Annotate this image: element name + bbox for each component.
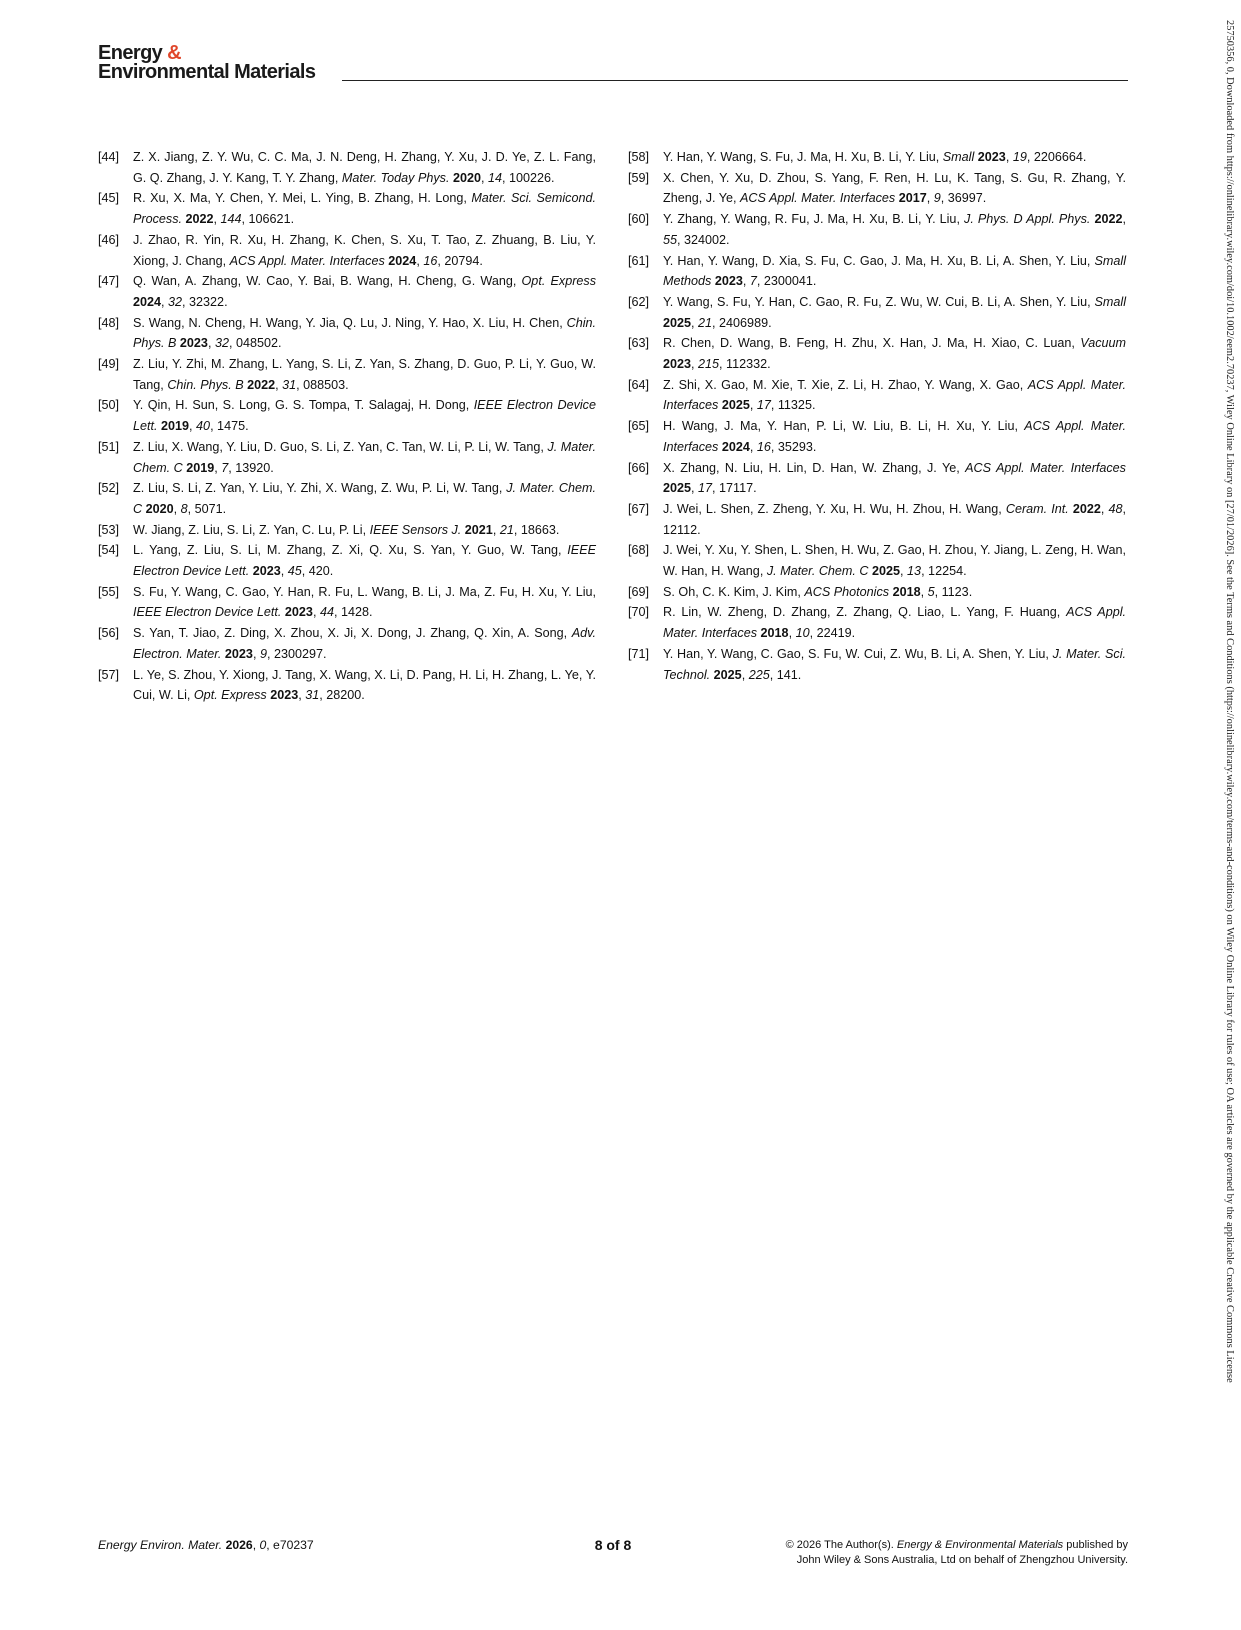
text-segment: , 12254. (921, 564, 967, 579)
journal-logo-line2: Environmental Materials (98, 61, 316, 83)
journal-header (98, 44, 1128, 84)
italic-segment: ACS Appl. Mater. Interfaces (663, 419, 1126, 454)
text-segment: , (749, 398, 757, 413)
italic-segment: Vacuum (1080, 336, 1126, 351)
download-notice: 25750356, 0, Downloaded from https://onlinelibrary.wiley.com/doi/10.1002/eem2.70237, Wiley Online Library on [27/01/2026]. See the Terms and Conditions (https://onlinelibrary.wiley.com/terms-and-conditions) on Wiley Online Library for rules of use; OA articles are governed by the applicable Creative Commons License (1224, 20, 1235, 1383)
italic-segment: Chin. Phys. B (133, 315, 596, 351)
reference-entry (628, 251, 1126, 292)
bold-segment: 2023 (714, 274, 743, 289)
text-segment: L. Yang, Z. Liu, S. Li, M. Zhang, Z. Xi, Q. Xu, S. Yan, Y. Guo, W. Tang, (133, 543, 568, 558)
italic-segment: J. Mater. Sci. Technol. (663, 646, 1126, 682)
bold-segment: 2019 (186, 460, 215, 475)
italic-segment: 9 (933, 191, 941, 206)
italic-segment: J. Phys. D Appl. Phys. (964, 212, 1091, 227)
text-segment: , 12112. (663, 501, 1126, 537)
bold-segment: 2024 (133, 294, 162, 309)
reference-number: [65] (628, 419, 650, 434)
italic-segment: 17 (698, 481, 713, 496)
text-segment: , (1122, 212, 1127, 227)
text-segment: , (926, 191, 934, 206)
text-segment: Z. Liu, S. Li, Z. Yan, Y. Liu, Y. Zhi, X. Wang, Z. Wu, P. Li, W. Tang, (133, 481, 507, 496)
italic-segment: Opt. Express (193, 688, 267, 703)
text-segment: , (741, 667, 749, 682)
reference-number: [54] (98, 543, 120, 558)
text-segment: , (173, 501, 181, 516)
text-segment: S. Fu, Y. Wang, C. Gao, Y. Han, R. Fu, L. Wang, B. Li, J. Ma, Z. Fu, H. Xu, Y. Liu, (133, 584, 596, 599)
italic-segment: 225 (748, 667, 770, 682)
bold-segment: 2026 (225, 1538, 253, 1552)
italic-segment: 16 (756, 439, 771, 454)
text-segment: Q. Wan, A. Zhang, W. Cao, Y. Bai, B. Wang, H. Cheng, G. Wang, (133, 274, 522, 289)
italic-segment: Small (942, 150, 975, 164)
reference-entry (98, 188, 596, 229)
reference-entry (98, 313, 596, 354)
page-number: 8 of 8 (594, 1537, 632, 1553)
text-segment: , 324002. (677, 232, 730, 247)
text-segment: S. Oh, C. K. Kim, J. Kim, (663, 584, 805, 599)
italic-segment: 14 (487, 170, 502, 185)
bold-segment: 2023 (224, 646, 253, 661)
italic-segment: 55 (663, 232, 678, 247)
footer-copyright (786, 1538, 1128, 1568)
bold-segment: 2020 (145, 501, 174, 516)
bold-segment: 2023 (663, 357, 692, 372)
references-right-column (628, 147, 1126, 685)
text-segment: , 088503. (296, 377, 349, 392)
text-segment: , (213, 212, 221, 227)
italic-segment: 19 (1012, 150, 1027, 164)
italic-segment: Ceram. Int. (1005, 501, 1069, 516)
reference-number: [63] (628, 336, 650, 351)
italic-segment: 8 (180, 501, 188, 516)
text-segment: R. Chen, D. Wang, B. Feng, H. Zhu, X. Han, J. Ma, H. Xiao, C. Luan, (663, 336, 1081, 351)
text-segment: , 35293. (770, 439, 817, 454)
italic-segment: Energy Environ. Mater. (98, 1538, 223, 1552)
bold-segment: 2025 (663, 315, 692, 330)
reference-entry (98, 395, 596, 436)
reference-entry (98, 623, 596, 664)
reference-entry (628, 168, 1126, 209)
text-segment: , (480, 170, 488, 185)
text-segment: , (1005, 150, 1013, 164)
download-sidebar (1222, 20, 1238, 1610)
text-segment: , (788, 626, 796, 641)
text-segment: , e70237 (266, 1538, 314, 1552)
text-segment: , 32322. (182, 294, 228, 309)
reference-number: [55] (98, 584, 120, 599)
text-segment: L. Ye, S. Zhou, Y. Xiong, J. Tang, X. Wang, X. Li, D. Pang, H. Li, H. Zhang, L. Ye, Y. Cui, W. Li, (133, 667, 596, 703)
bold-segment: 2022 (185, 212, 214, 227)
reference-entry (98, 147, 596, 188)
references-left-column (98, 147, 596, 706)
bold-segment: 2020 (452, 170, 481, 185)
reference-number: [52] (98, 481, 120, 496)
reference-entry (98, 437, 596, 478)
bold-segment: 2023 (977, 150, 1006, 164)
reference-number: [51] (98, 439, 120, 454)
italic-segment: IEEE Electron Device Lett. (133, 605, 282, 620)
bold-segment: 2025 (713, 667, 742, 682)
italic-segment: IEEE Electron Device Lett. (133, 398, 596, 434)
reference-number: [68] (628, 543, 650, 558)
text-segment: , (298, 688, 306, 703)
bold-segment: 2018 (760, 626, 789, 641)
text-segment: J. Wei, L. Shen, Z. Zheng, Y. Xu, H. Wu, H. Zhou, H. Wang, (663, 501, 1006, 516)
italic-segment: 31 (305, 688, 320, 703)
reference-number: [48] (98, 315, 120, 330)
bold-segment: 2023 (284, 605, 313, 620)
reference-number: [69] (628, 584, 650, 599)
bold-segment: 2025 (872, 564, 901, 579)
text-segment: , 112332. (719, 357, 771, 372)
bold-segment: 2021 (464, 522, 493, 537)
italic-segment: J. Mater. Chem. C (133, 439, 596, 475)
text-segment: , (207, 336, 215, 351)
reference-number: [62] (628, 294, 650, 309)
text-segment: R. Lin, W. Zheng, D. Zhang, Z. Zhang, Q. Liao, L. Yang, F. Huang, (663, 605, 1067, 620)
journal-logo (98, 44, 315, 82)
italic-segment: 7 (749, 274, 757, 289)
text-segment: Y. Zhang, Y. Wang, R. Fu, J. Ma, H. Xu, B. Li, Y. Liu, (663, 212, 965, 227)
text-segment: published by (1063, 1539, 1128, 1551)
reference-entry (628, 540, 1126, 581)
text-segment: R. Xu, X. Ma, Y. Chen, Y. Mei, L. Ying, B. Zhang, H. Long, (133, 191, 472, 206)
reference-number: [70] (628, 605, 650, 620)
text-segment: Y. Han, Y. Wang, D. Xia, S. Fu, C. Gao, J. Ma, H. Xu, B. Li, A. Shen, Y. Liu, (663, 253, 1095, 268)
text-segment: Z. Liu, Y. Zhi, M. Zhang, L. Yang, S. Li, Z. Yan, S. Zhang, D. Guo, P. Li, Y. Guo, W. Tang, (133, 357, 596, 392)
reference-number: [45] (98, 191, 120, 206)
italic-segment: 5 (927, 584, 935, 599)
text-segment: , (691, 481, 699, 496)
text-segment: , (280, 564, 288, 579)
italic-segment: 21 (499, 522, 514, 537)
reference-number: [66] (628, 460, 650, 475)
reference-number: [60] (628, 212, 650, 227)
reference-entry (628, 416, 1126, 457)
text-segment: , (691, 357, 699, 372)
text-segment: J. Zhao, R. Yin, R. Xu, H. Zhang, K. Chen, S. Xu, T. Tao, Z. Zhuang, B. Liu, Y. Xiong, J. Chang, (133, 232, 596, 268)
reference-number: [58] (628, 150, 650, 164)
italic-segment: ACS Photonics (804, 584, 890, 599)
reference-number: [53] (98, 522, 120, 537)
text-segment: , 20794. (437, 253, 483, 268)
reference-number: [67] (628, 501, 650, 516)
text-segment: , (252, 646, 260, 661)
text-segment: , 141. (769, 667, 802, 682)
italic-segment: ACS Appl. Mater. Interfaces (740, 191, 896, 206)
text-segment: S. Wang, N. Cheng, H. Wang, Y. Jia, Q. Lu, J. Ning, Y. Hao, X. Liu, H. Chen, (133, 315, 567, 330)
reference-number: [64] (628, 377, 650, 392)
copyright-line1 (786, 1538, 1128, 1553)
text-segment: , (161, 294, 169, 309)
bold-segment: 2025 (663, 481, 692, 496)
text-segment: J. Wei, Y. Xu, Y. Shen, L. Shen, H. Wu, Z. Gao, H. Zhou, Y. Jiang, L. Zeng, H. Wan, W. Han, H. Wang, (663, 543, 1126, 579)
reference-entry (628, 582, 1126, 603)
italic-segment: Energy & Environmental Materials (896, 1539, 1064, 1551)
italic-segment: Opt. Express (521, 274, 596, 289)
bold-segment: 2023 (270, 688, 299, 703)
text-segment: , (416, 253, 424, 268)
text-segment: , (749, 439, 757, 454)
italic-segment: ACS Appl. Mater. Interfaces (663, 605, 1126, 641)
italic-segment: 215 (698, 357, 720, 372)
reference-entry (628, 458, 1126, 499)
italic-segment: IEEE Electron Device Lett. (133, 543, 596, 579)
text-segment: © 2026 The Author(s). (785, 1539, 897, 1551)
text-segment: , (920, 584, 928, 599)
text-segment: , 2206664. (1026, 150, 1087, 164)
italic-segment: Small Methods (663, 253, 1126, 289)
text-segment: Y. Qin, H. Sun, S. Long, G. S. Tompa, T. Salagaj, H. Dong, (133, 398, 474, 413)
reference-entry (628, 333, 1126, 374)
italic-segment: Adv. Electron. Mater. (133, 626, 596, 661)
reference-entry (628, 644, 1126, 685)
reference-number: [59] (628, 170, 650, 185)
journal-logo-line1: Energy (98, 42, 163, 64)
text-segment: Y. Han, Y. Wang, S. Fu, J. Ma, H. Xu, B. Li, Y. Liu, (663, 150, 943, 164)
reference-number: [49] (98, 357, 120, 372)
text-segment: , (275, 377, 283, 392)
reference-entry (98, 354, 596, 395)
text-segment: , 2300297. (266, 646, 327, 661)
text-segment: , 1475. (210, 419, 249, 434)
italic-segment: 45 (287, 564, 302, 579)
bold-segment: 2017 (898, 191, 927, 206)
reference-entry (98, 540, 596, 581)
text-segment: , 048502. (228, 336, 282, 351)
text-segment: , (691, 315, 699, 330)
text-segment: , 420. (301, 564, 334, 579)
italic-segment: ACS Appl. Mater. Interfaces (663, 377, 1126, 413)
reference-entry (628, 209, 1126, 250)
text-segment: , 17117. (712, 481, 757, 496)
bold-segment: 2022 (1094, 212, 1123, 227)
italic-segment: J. Mater. Chem. C (766, 564, 869, 579)
bold-segment: 2025 (721, 398, 750, 413)
italic-segment: J. Mater. Chem. C (133, 481, 596, 516)
text-segment: , 2406989. (712, 315, 772, 330)
reference-entry (98, 271, 596, 312)
italic-segment: IEEE Sensors J. (369, 522, 462, 537)
italic-segment: 48 (1108, 501, 1123, 516)
text-segment: , 2300041. (756, 274, 817, 289)
bold-segment: 2024 (388, 253, 417, 268)
text-segment: , 11325. (770, 398, 816, 413)
reference-number: [56] (98, 626, 120, 641)
text-segment: X. Zhang, N. Liu, H. Lin, D. Han, W. Zhang, J. Ye, (663, 460, 966, 475)
reference-entry (628, 147, 1126, 168)
bold-segment: 2022 (247, 377, 276, 392)
italic-segment: 16 (423, 253, 438, 268)
bold-segment: 2023 (179, 336, 208, 351)
text-segment: Z. X. Jiang, Z. Y. Wu, C. C. Ma, J. N. Deng, H. Zhang, Y. Xu, J. D. Ye, Z. L. Fang, G. Q. Zhang, J. Y. Kang, T. Y. Zhang, (133, 150, 596, 185)
text-segment: H. Wang, J. Ma, Y. Han, P. Li, W. Liu, B. Li, H. Xu, Y. Liu, (663, 419, 1025, 434)
text-segment: , 106621. (241, 212, 295, 227)
bold-segment: 2023 (252, 564, 281, 579)
text-segment: , (492, 522, 500, 537)
text-segment: , (742, 274, 750, 289)
italic-segment: 21 (698, 315, 713, 330)
italic-segment: 32 (214, 336, 229, 351)
text-segment: , 1123. (934, 584, 973, 599)
italic-segment: 7 (221, 460, 229, 475)
reference-entry (98, 582, 596, 623)
text-segment: , (214, 460, 222, 475)
italic-segment: 0 (259, 1538, 267, 1552)
text-segment: , (312, 605, 320, 620)
text-segment: Y. Wang, S. Fu, Y. Han, C. Gao, R. Fu, Z. Wu, W. Cui, B. Li, A. Shen, Y. Liu, (663, 294, 1095, 309)
italic-segment: 10 (795, 626, 810, 641)
reference-entry (628, 292, 1126, 333)
reference-number: [50] (98, 398, 120, 413)
italic-segment: Mater. Today Phys. (341, 170, 450, 185)
text-segment: , 28200. (319, 688, 365, 703)
text-segment: , (1100, 501, 1109, 516)
text-segment: S. Yan, T. Jiao, Z. Ding, X. Zhou, X. Ji, X. Dong, J. Zhang, Q. Xin, A. Song, (133, 626, 572, 641)
italic-segment: 32 (168, 294, 183, 309)
reference-entry (628, 375, 1126, 416)
text-segment: , 13920. (228, 460, 274, 475)
text-segment: , (900, 564, 908, 579)
reference-number: [71] (628, 646, 650, 661)
italic-segment: Mater. Sci. Semicond. Process. (133, 191, 596, 227)
text-segment: X. Chen, Y. Xu, D. Zhou, S. Yang, F. Ren, H. Lu, K. Tang, S. Gu, R. Zhang, Y. Zheng, J. Ye, (663, 170, 1126, 206)
reference-number: [57] (98, 667, 120, 682)
text-segment: Z. Shi, X. Gao, M. Xie, T. Xie, Z. Li, H. Zhao, Y. Wang, X. Gao, (663, 377, 1028, 392)
reference-number: [47] (98, 274, 120, 289)
text-segment: , 18663. (513, 522, 560, 537)
reference-entry (98, 478, 596, 519)
italic-segment: 31 (282, 377, 297, 392)
reference-entry (98, 665, 596, 706)
text-segment: Y. Han, Y. Wang, C. Gao, S. Fu, W. Cui, Z. Wu, B. Li, A. Shen, Y. Liu, (663, 646, 1053, 661)
copyright-line2: John Wiley & Sons Australia, Ltd on behalf of Zhengzhou University. (796, 1554, 1128, 1566)
reference-number: [46] (98, 232, 120, 247)
italic-segment: Chin. Phys. B (167, 377, 244, 392)
italic-segment: 17 (756, 398, 771, 413)
reference-entry (98, 520, 596, 541)
text-segment: W. Jiang, Z. Liu, S. Li, Z. Yan, C. Lu, P. Li, (133, 522, 370, 537)
bold-segment: 2018 (892, 584, 921, 599)
italic-segment: ACS Appl. Mater. Interfaces (965, 460, 1126, 475)
italic-segment: 13 (907, 564, 922, 579)
text-segment: , (252, 1538, 260, 1552)
text-segment: , 36997. (940, 191, 987, 206)
reference-entry (628, 499, 1126, 540)
text-segment: , 5071. (187, 501, 227, 516)
bold-segment: 2024 (721, 439, 750, 454)
bold-segment: 2019 (161, 419, 190, 434)
italic-segment: 144 (220, 212, 242, 227)
reference-number: [61] (628, 253, 650, 268)
header-rule (342, 80, 1128, 81)
italic-segment: 9 (259, 646, 267, 661)
italic-segment: ACS Appl. Mater. Interfaces (229, 253, 385, 268)
text-segment: , 100226. (502, 170, 555, 185)
italic-segment: Small (1094, 294, 1126, 309)
reference-entry (98, 230, 596, 271)
text-segment: , (189, 419, 197, 434)
reference-entry (628, 602, 1126, 643)
italic-segment: 40 (196, 419, 211, 434)
text-segment: Z. Liu, X. Wang, Y. Liu, D. Guo, S. Li, Z. Yan, C. Tan, W. Li, P. Li, W. Tang, (133, 439, 548, 454)
bold-segment: 2022 (1072, 501, 1101, 516)
text-segment: , 1428. (333, 605, 373, 620)
italic-segment: 44 (319, 605, 334, 620)
text-segment: , 22419. (809, 626, 856, 641)
reference-number: [44] (98, 150, 120, 164)
journal-logo-ampersand: & (167, 42, 182, 64)
